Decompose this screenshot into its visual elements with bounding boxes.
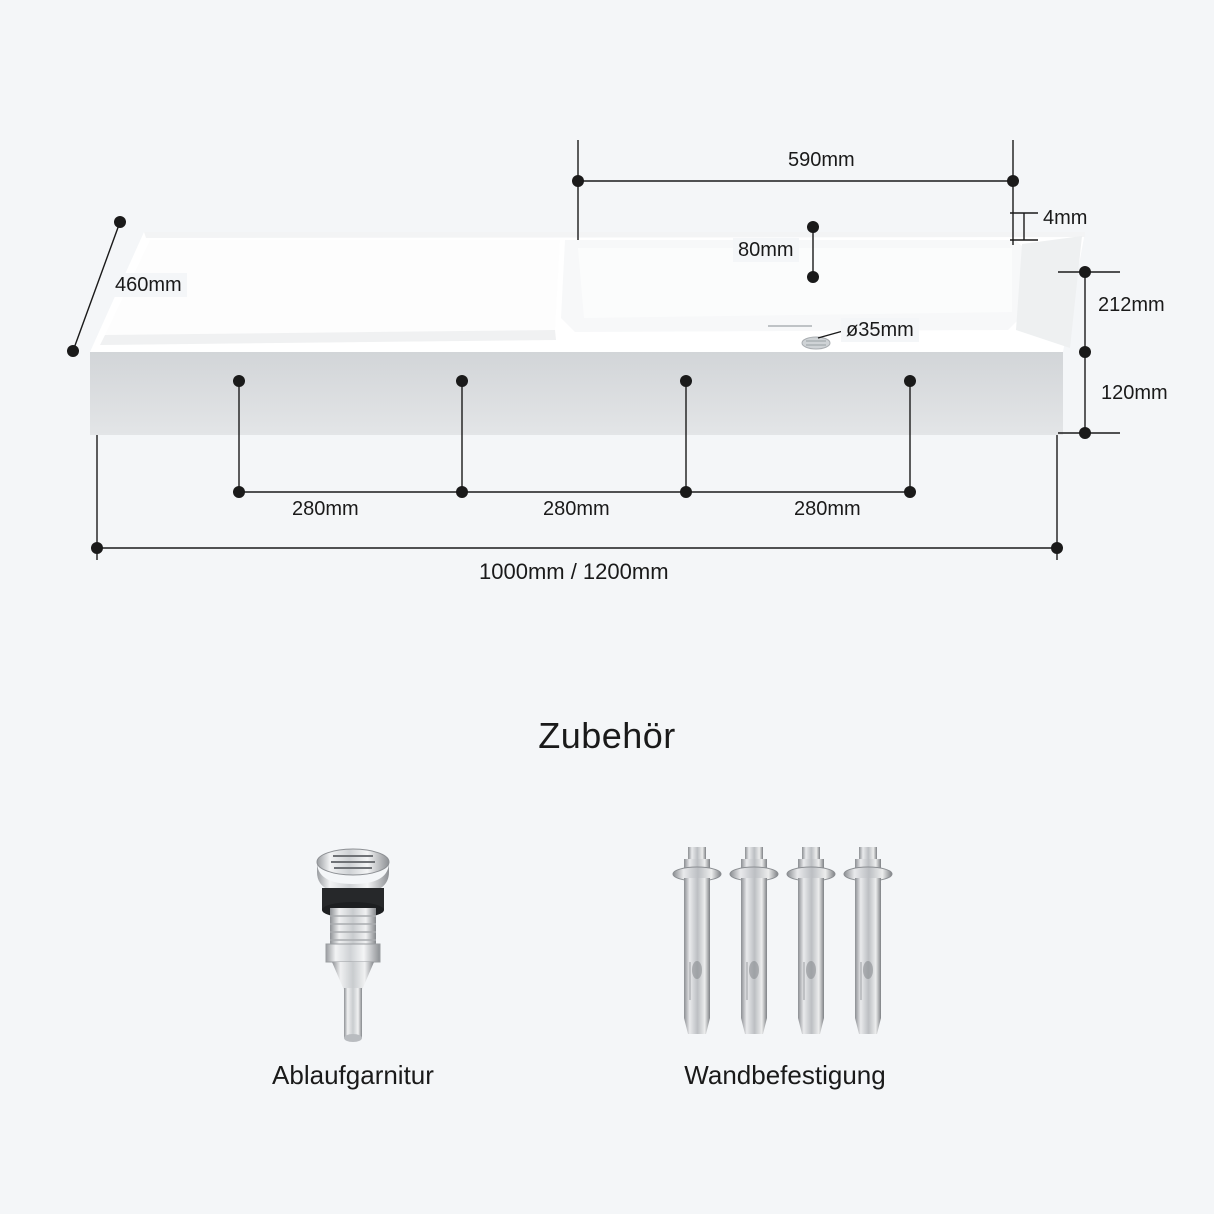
dim-label-280mm-1: 280mm [287, 497, 364, 521]
dim-label-80mm: 80mm [733, 238, 799, 262]
dim-label-280mm-2: 280mm [538, 497, 615, 521]
dim-label-overall-width: 1000mm / 1200mm [474, 560, 674, 584]
dim-label-212mm: 212mm [1093, 293, 1170, 317]
accessories-title: Zubehör [538, 715, 676, 756]
drain-assembly-illustration [317, 849, 389, 1042]
dim-label-120mm: 120mm [1096, 381, 1173, 405]
accessory-caption-drain: Ablaufgarnitur [272, 1060, 434, 1090]
dim-label-drain-diameter: ø35mm [841, 318, 919, 342]
wall-mounting-illustration [673, 847, 892, 1034]
dim-label-280mm-3: 280mm [789, 497, 866, 521]
dim-label-460mm: 460mm [110, 273, 187, 297]
dim-label-4mm: 4mm [1038, 206, 1092, 230]
accessory-caption-mounting: Wandbefestigung [684, 1060, 886, 1090]
dim-label-590mm: 590mm [783, 148, 860, 172]
